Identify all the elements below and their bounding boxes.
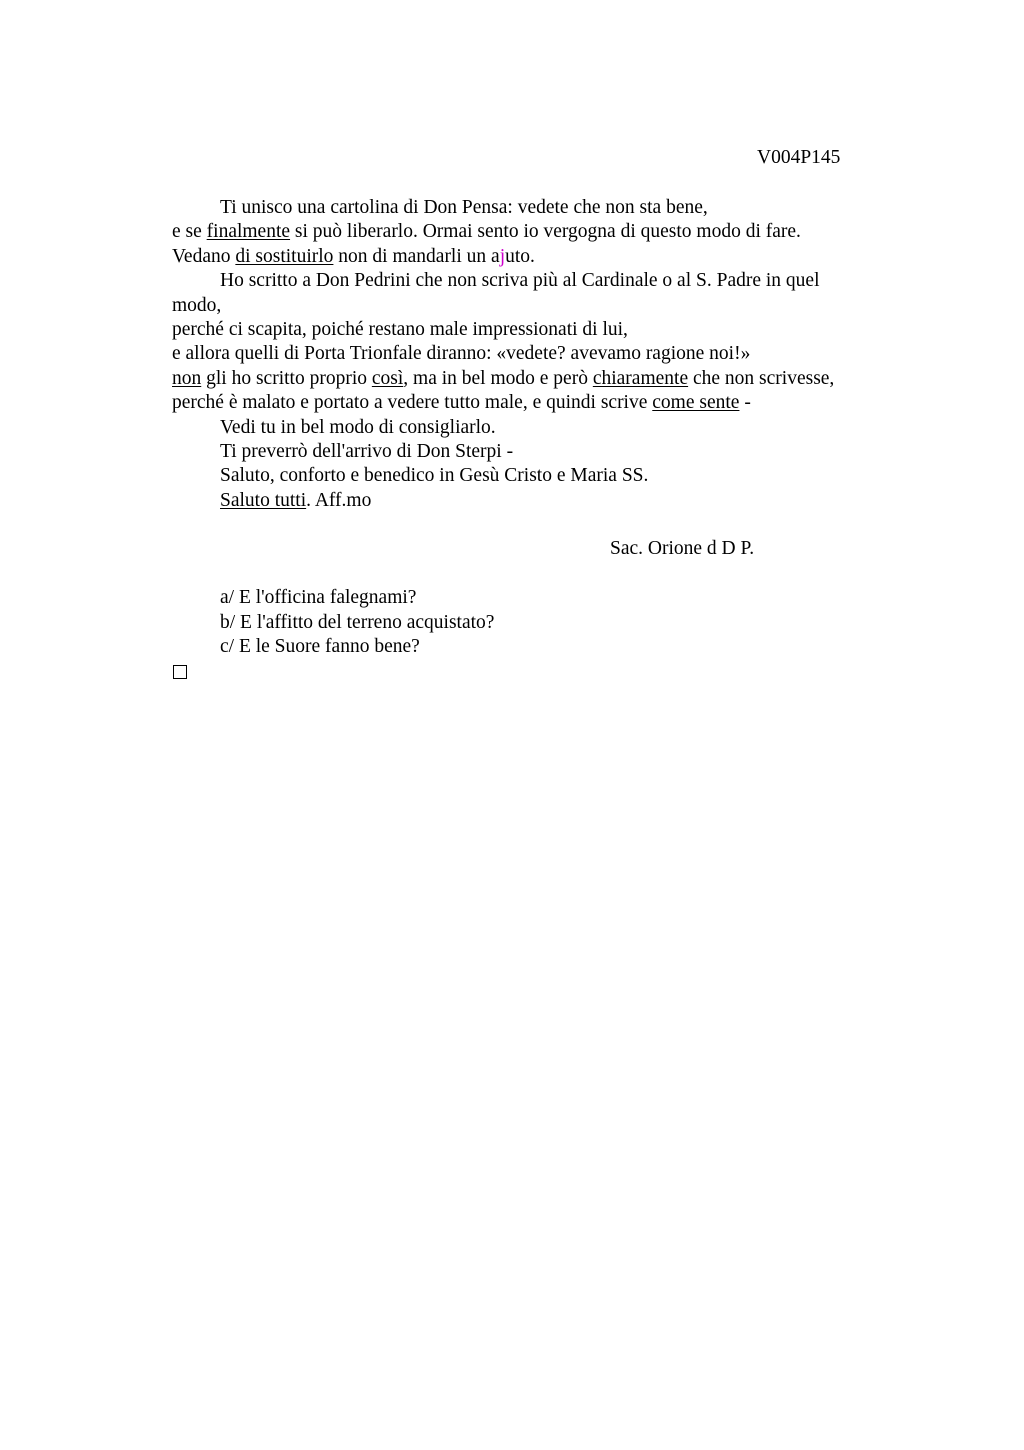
letter-line	[172, 196, 872, 220]
letter-line	[172, 220, 872, 244]
postscript-item: a/ E l'officina falegnami?	[220, 587, 417, 609]
text-run: e allora quelli di Porta Trionfale diranno: «vedete? avevamo ragione noi!»	[172, 343, 751, 365]
text-run: Ho scritto a Don Pedrini che non scriva più al Cardinale o al S. Padre in quel	[220, 270, 820, 292]
letter-line	[172, 342, 872, 366]
underlined-text: Saluto tutti	[220, 489, 307, 511]
text-run: che non scrivesse,	[688, 367, 835, 389]
highlighted-letter: j	[499, 245, 506, 267]
postscript-item: c/ E le Suore fanno bene?	[220, 636, 420, 658]
text-run: , ma in bel modo e però	[403, 367, 593, 389]
empty-box-icon	[173, 665, 187, 679]
letter-line	[172, 269, 872, 293]
text-run: perché ci scapita, poiché restano male impressionati di lui,	[172, 318, 628, 340]
underlined-text: così	[371, 367, 404, 389]
letter-line	[172, 440, 872, 464]
underlined-text: come sente	[652, 392, 740, 414]
text-run: Ti preverrò dell'arrivo di Don Sterpi -	[220, 440, 514, 462]
letter-line	[172, 464, 872, 488]
letter-line	[172, 489, 872, 513]
blank-line	[172, 562, 872, 586]
postscript-item: b/ E l'affitto del terreno acquistato?	[220, 611, 495, 633]
underlined-text: finalmente	[206, 221, 291, 243]
text-run: e se	[172, 221, 207, 243]
text-run: Ti unisco una cartolina di Don Pensa: vedete che non sta bene,	[220, 197, 708, 218]
underlined-text: chiaramente	[592, 367, 689, 389]
underlined-text: non	[172, 367, 202, 389]
underlined-text: di sostituirlo	[235, 245, 334, 267]
text-run: uto.	[505, 245, 535, 267]
text-run: Vedano	[172, 245, 236, 267]
signature: Sac. Orione d D P.	[610, 538, 755, 560]
letter-line	[172, 391, 872, 415]
text-run: si può liberarlo. Ormai sento io vergogna di questo modo di fare.	[290, 221, 801, 243]
text-run: Saluto, conforto e benedico in Gesù Cristo e Maria SS.	[220, 465, 649, 487]
text-run: perché è malato e portato a vedere tutto male, e quindi scrive	[172, 392, 653, 414]
letter-line	[172, 245, 872, 269]
letter-line	[172, 294, 872, 318]
postscript-list	[172, 586, 872, 659]
text-run: -	[739, 392, 751, 414]
text-run: . Aff.mo	[306, 489, 372, 511]
letter-line	[172, 416, 872, 440]
letter-body	[172, 196, 872, 679]
letter-line	[172, 367, 872, 391]
text-run: gli ho scritto proprio	[201, 367, 372, 389]
text-run: Vedi tu in bel modo di consigliarlo.	[220, 416, 496, 438]
text-run: modo,	[172, 294, 222, 316]
blank-line	[172, 513, 872, 537]
page-identifier: V004P145	[757, 147, 841, 168]
text-run: non di mandarli un a	[333, 245, 500, 267]
letter-line	[172, 318, 872, 342]
